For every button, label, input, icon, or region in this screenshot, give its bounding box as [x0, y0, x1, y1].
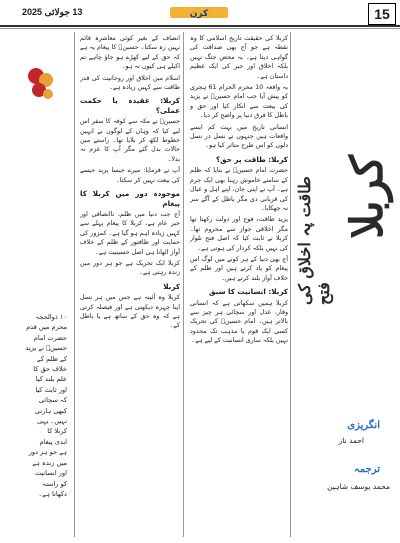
article-column-left — [5, 312, 67, 537]
text-line: کہ سچائی — [38, 396, 67, 405]
text-line: علم بلند کیا — [35, 375, 67, 384]
text-line: محرم میں قدم — [26, 323, 67, 332]
masthead-text: کرن — [189, 9, 209, 19]
paragraph: یہ واقعہ 10 محرم الحرام 61 ہجری کو پیش آیا جب امام حسینؑ نے یزید کی بیعت سے انکار کیا اور حق و باطل کا فرق دنیا پر واضح کر دیا۔ — [190, 84, 288, 120]
paragraph: آپ نے فرمایا: میرے جیسا یزید جیسے کی بیعت نہیں کر سکتا۔ — [80, 167, 180, 184]
paragraph: کربلا کی حقیقت تاریخ اسلامی کا وہ نقطہ ہے جو آج بھی صداقت کی گواہی دیتا ہے۔ یہ محض جنگ نہیں بلکہ اخلاق اور جبر کی ایک عظیم داستان ہے۔ — [190, 35, 288, 80]
text-line: اور انسانیت — [34, 469, 67, 478]
text-line: ۱۰ ذوالحجہ — [35, 313, 67, 321]
text-line: ابدی پیغام — [39, 437, 67, 446]
paragraph: کربلا ہمیں سکھاتی ہے کہ انسانی وقار، عدل اور سچائی ہر چیز سے بالاتر ہیں۔ امام حسینؑ کی تحریک کسی ایک قوم یا مذہب تک محدود نہیں بلکہ ساری انسانیت کے لیے ہے۔ — [190, 299, 288, 345]
text-line: کبھی ہارتی — [34, 406, 67, 415]
text-line: ہے جو ہر دور — [28, 448, 67, 457]
subheading: کربلا: انسانیت کا سبق — [209, 287, 288, 297]
subheading: کربلا: طاقت پر حق؟ — [216, 154, 288, 164]
masthead-logo — [170, 4, 228, 20]
paragraph: انصاف کے بغیر کوئی معاشرہ قائم نہیں رہ سکتا۔ حسینؑ کا پیغام یہ ہے کہ حق کے لیے کھڑے ہو جاؤ چاہے تم اکیلے ہی کیوں نہ ہو۔ — [80, 35, 180, 71]
column-divider — [183, 32, 184, 537]
article-column-middle — [80, 34, 180, 539]
paragraph: اسلام میں اخلاق اور روحانیت کی قدر طاقت سے کہیں زیادہ ہے۔ — [80, 74, 180, 92]
paragraph: آج جب دنیا میں ظلم، ناانصافی اور جبر عام ہے، کربلا کا پیغام پہلے سے کہیں زیادہ اہم ہو گیا ہے۔ کمزور کی حمایت اور طاقتور کے ظلم کے خلاف آواز اٹھانا ہی اصل حسینیت ہے۔ — [80, 210, 180, 256]
text-line: کے ظلم کے — [36, 354, 67, 363]
text-line: دکھاتا ہے۔ — [38, 489, 67, 498]
text-line: حسینؑ نے یزید — [25, 344, 67, 353]
byline-author-name: احمد ناز — [338, 436, 364, 445]
subheading: کربلا — [163, 281, 180, 291]
headline-main: کربلا — [342, 155, 393, 239]
text-line: نہیں۔ یہی — [37, 417, 67, 426]
page-number: 15 — [368, 3, 396, 25]
byline-label-translator: ترجمہ — [353, 464, 380, 475]
article-column-right — [190, 34, 288, 539]
subheading: موجودہ دور میں کربلا کا پیغام — [80, 189, 180, 208]
headline-sub: طاقت پہ اخلاق کی فتح — [295, 176, 333, 305]
header-rule — [0, 25, 400, 27]
header-rule-thin — [0, 28, 400, 29]
decorative-art-icon — [26, 64, 56, 102]
paragraph: حسینؑ نے مکہ سے کوفہ کا سفر اس لیے کیا کہ وہاں کے لوگوں نے انہیں خطوط لکھ کر بلایا تھا۔ راستے میں حالات بدل گئے مگر آپ کا عزم نہ بدلا۔ — [80, 118, 180, 163]
text-line: حضرت امام — [33, 333, 67, 342]
paragraph: انسانی تاریخ میں بہت کم ایسے واقعات ہیں جنہوں نے نسل در نسل دلوں کو اس طرح متاثر کیا ہو۔ — [190, 123, 288, 150]
page-header — [0, 0, 400, 26]
text-line: کربلا کا — [47, 427, 67, 436]
column-divider — [74, 32, 75, 537]
paragraph: کربلا وہ آئینہ ہے جس میں ہر نسل اپنا چہرہ دیکھتی ہے اور فیصلہ کرتی ہے کہ وہ حق کے ساتھ ہے یا باطل کے۔ — [80, 294, 180, 330]
byline-label-author: انگریزی — [347, 420, 380, 431]
text-line: خلاف حق کا — [33, 365, 67, 374]
column-divider — [290, 32, 291, 537]
headline-block — [295, 155, 395, 305]
text-line: کو راستہ — [41, 479, 67, 488]
text-line: اور ثابت کیا — [35, 385, 67, 394]
subheading: کربلا: عقیدہ یا حکمت عملی؟ — [80, 96, 180, 115]
text-line: میں زندہ ہے — [32, 458, 67, 467]
paragraph: حضرت امام حسینؑ نے بتایا کہ ظلم کے سامنے خاموش رہنا بھی ایک جرم ہے۔ آپ نے اپنی جان، اپنے اہل و عیال کی قربانی دی مگر باطل کے آگے سر نہ جھکایا۔ — [190, 167, 288, 212]
paragraph: آج بھی دنیا کے ہر کونے میں لوگ اس پیغام کو یاد کرتے ہیں اور ظلم کے خلاف آواز بلند کرتے ہیں۔ — [190, 255, 288, 282]
issue-date: 13 جولائی 2025 — [22, 7, 83, 17]
paragraph: کربلا ایک تحریک ہے جو ہر دور میں زندہ رہتی ہے۔ — [80, 259, 180, 277]
paragraph: یزید طاقت، فوج اور دولت رکھتا تھا مگر اخلاقی جواز سے محروم تھا۔ کربلا نے ثابت کیا کہ اصل فتح تلوار کی نہیں بلکہ کردار کی ہوتی ہے۔ — [190, 216, 288, 252]
byline-translator-name: محمد یوسف شاہین — [327, 482, 390, 491]
